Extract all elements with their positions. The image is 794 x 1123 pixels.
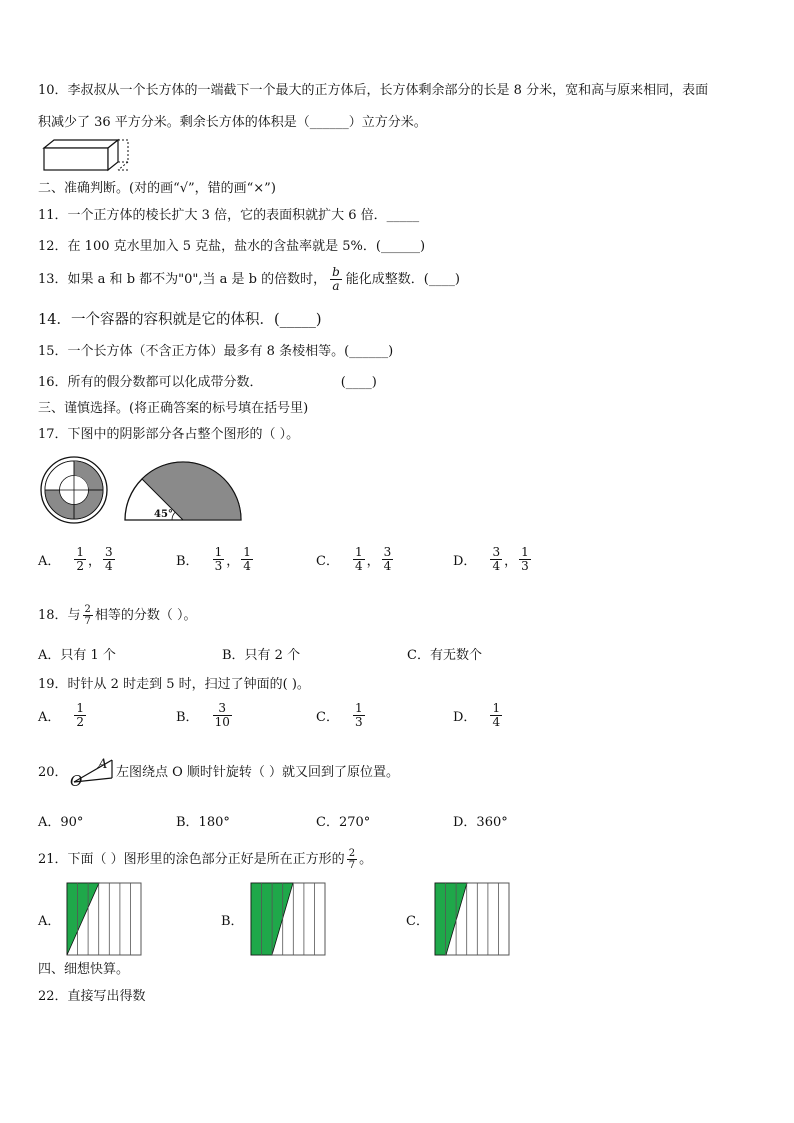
q18-post: 相等的分数（ ）。 [94,607,197,623]
frac-den: 4 [383,559,392,573]
frac-den: 2 [76,559,85,573]
q17-b-frac1 [213,546,225,573]
q17-option-a-label: A． [38,554,61,569]
q19-b-frac [213,702,232,729]
q21-option-a-label[interactable]: A． [38,914,61,929]
q16-text: 16．所有的假分数都可以化成带分数． [38,375,263,390]
q13-fraction [330,266,342,293]
q20-text: 左图绕点 O 顺时针旋转（ ）就又回到了原位置。 [116,765,400,780]
q19-option-a[interactable] [38,702,88,729]
q19-a-frac [74,702,86,729]
q17-option-a[interactable] [38,546,117,573]
q21-option-a-figure[interactable] [66,882,142,956]
q21-frac-den: 7 [348,860,356,871]
frac-den: 4 [492,715,501,729]
separator: ， [88,554,102,569]
q13-frac-num: b [332,265,340,279]
q12: 12．在 100 克水里加入 5 克盐，盐水的含盐率就是 5%．(______) [38,239,426,254]
q17-a-frac1 [74,546,86,573]
q17-option-b[interactable] [176,546,255,573]
q19-option-c[interactable] [316,702,367,729]
q17-d-frac1 [490,546,502,573]
frac-num: 1 [243,545,251,559]
q15: 15．一个长方体（不含正方体）最多有 8 条棱相等。(______) [38,344,394,359]
q16 [38,374,377,392]
q13-pre: 13．如果 a 和 b 都不为"0",当 a 是 b 的倍数时， [38,271,327,287]
section3-title: 三、谨慎选择。(将正确答案的标号填在括号里) [38,401,309,416]
frac-num: 1 [492,701,501,715]
q20-point-o: O [70,772,83,790]
q19-option-b[interactable] [176,702,234,729]
q20-option-c[interactable]: C．270° [316,815,371,830]
q21-option-c-label[interactable]: C． [406,914,429,929]
q17-c-frac1 [353,546,365,573]
q19-stem: 19．时针从 2 时走到 5 时，扫过了钟面的( )。 [38,677,310,692]
frac-den: 3 [354,715,363,729]
q21-pre: 21．下面（ ）图形里的涂色部分正好是所在正方形的 [38,851,345,867]
frac-den: 2 [76,715,85,729]
q18-fraction [83,604,93,627]
q19-c-frac [353,702,365,729]
q17-angle-label: 45° [154,509,173,520]
q20-option-b[interactable]: B．180° [176,815,230,830]
frac-den: 3 [214,559,223,573]
q18-pre: 18．与 [38,607,81,623]
q21-frac-num: 2 [348,848,356,859]
separator: ， [366,554,380,569]
q11: 11．一个正方体的棱长扩大 3 倍，它的表面积就扩大 6 倍．_____ [38,208,420,223]
q17-d-frac2 [519,546,531,573]
q17-stem: 17．下图中的阴影部分各占整个图形的（ ）。 [38,427,300,442]
frac-num: 1 [214,545,223,559]
q10-line2: 积减少了 36 平方分米。剩余长方体的体积是（______）立方分米。 [38,115,427,130]
q17-option-d[interactable] [453,546,533,573]
q20-option-a[interactable]: A．90° [38,815,84,830]
q17-a-frac2 [103,546,115,573]
q10-line1: 10．李叔叔从一个长方体的一端截下一个最大的正方体后，长方体剩余部分的长是 8 分米，宽和高与原来相同，表面 [38,83,709,98]
frac-num: 3 [218,701,227,715]
q19-option-a-label: A． [38,710,61,725]
frac-num: 3 [383,545,392,559]
q17-figures [38,456,248,526]
separator: ， [226,554,240,569]
q21-option-c-figure[interactable] [434,882,510,956]
frac-num: 3 [492,545,501,559]
frac-num: 1 [76,545,85,559]
q21-option-b-label[interactable]: B． [221,914,244,929]
q19-option-d-label: D． [453,710,477,725]
frac-num: 1 [521,545,529,559]
semicircle-figure [125,462,241,520]
frac-den: 3 [521,559,529,573]
q21-stem [38,848,372,871]
q19-d-frac [490,702,502,729]
q18-option-c[interactable]: C．有无数个 [407,648,482,663]
q13-frac-den: a [332,279,340,293]
q17-option-c[interactable] [316,546,395,573]
frac-den: 10 [214,715,230,729]
swirl-circle-figure [41,457,107,523]
frac-den: 4 [492,559,501,573]
q18-frac-den: 7 [84,616,91,627]
frac-num: 1 [354,701,363,715]
frac-num: 3 [105,545,113,559]
q14: 14．一个容器的容积就是它的体积．(_____) [38,312,322,328]
frac-den: 4 [354,559,363,573]
q22: 22．直接写出得数 [38,989,146,1004]
separator: ， [504,554,518,569]
cuboid-figure [40,138,140,174]
section2-title: 二、准确判断。(对的画“√”，错的画“×”) [38,181,276,196]
frac-den: 4 [105,559,113,573]
section4-title: 四、细想快算。 [38,962,130,977]
q13-post: 能化成整数．(____) [345,271,460,287]
q18-option-b[interactable]: B．只有 2 个 [222,648,301,663]
q18-option-a[interactable]: A．只有 1 个 [38,648,116,663]
q21-option-b-figure[interactable] [250,882,326,956]
frac-den: 4 [243,559,251,573]
q21-post: 。 [359,851,373,867]
q18-stem [38,604,197,627]
q21-fraction [347,848,357,871]
frac-num: 1 [354,545,363,559]
q17-option-d-label: D． [453,554,477,569]
q17-option-c-label: C． [316,554,339,569]
q17-c-frac2 [382,546,394,573]
q19-option-b-label: B． [176,710,199,725]
q13 [38,266,460,293]
q17-option-b-label: B． [176,554,199,569]
q20-number: 20． [38,765,68,780]
q20-point-a: A [98,757,108,772]
q19-option-d[interactable] [453,702,504,729]
q16-blank: (____) [340,375,377,390]
q17-b-frac2 [241,546,253,573]
q19-option-c-label: C． [316,710,339,725]
frac-num: 1 [76,701,85,715]
q20-option-d[interactable]: D．360° [453,815,508,830]
q18-frac-num: 2 [84,604,91,615]
